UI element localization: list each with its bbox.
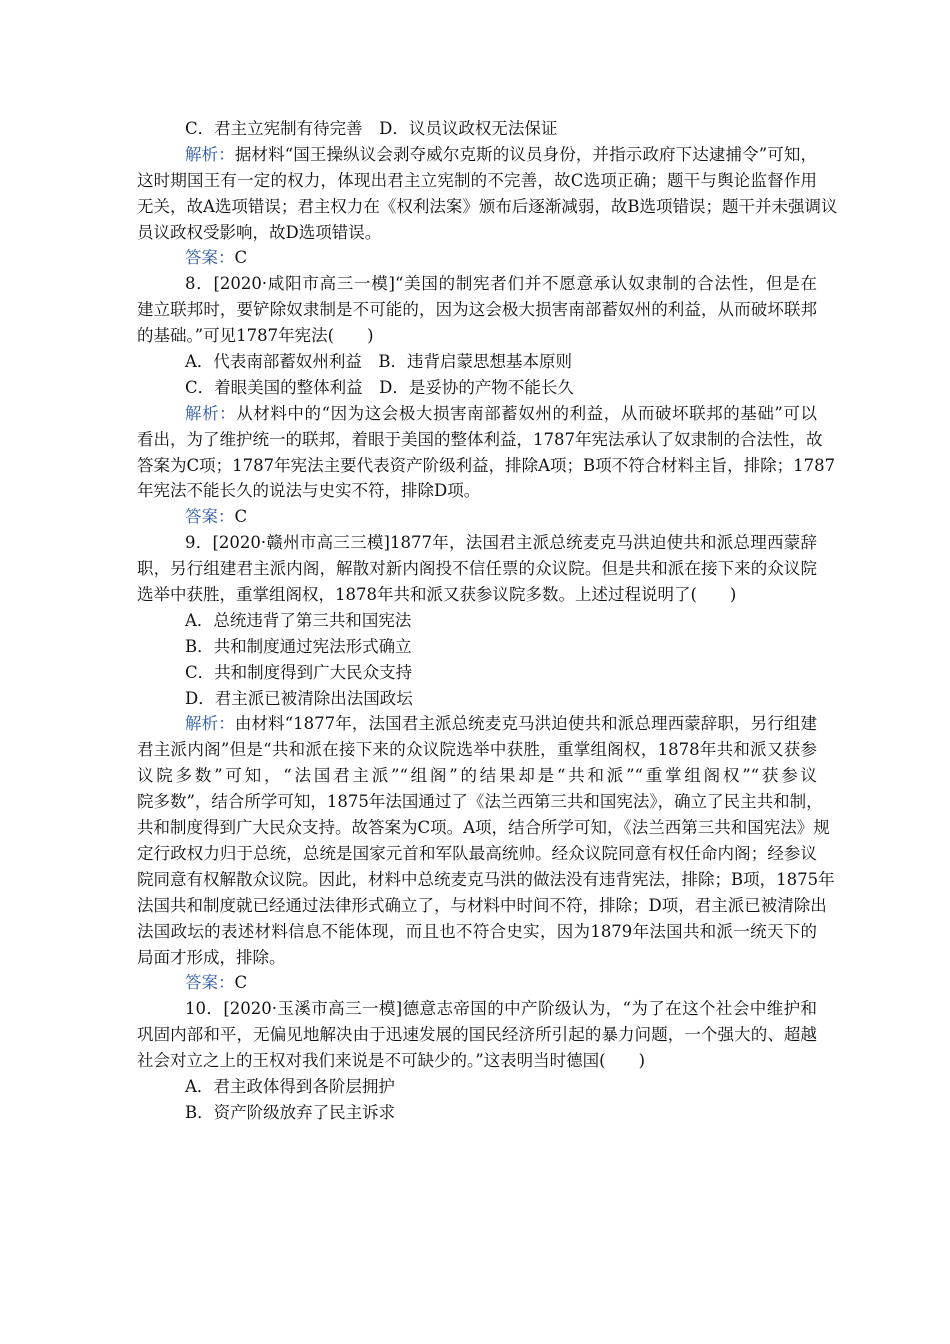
q9-stem-line-1: 9．[2020·赣州市高三三模]1877年，法国君主派总统麦克马洪迫使共和派总理西蒙辞 xyxy=(185,533,817,553)
analysis-label: 解析： xyxy=(185,403,237,423)
q9-analysis-line-10: 局面才形成，排除。 xyxy=(137,947,286,967)
q7-analysis-line-3: 无关，故A选项错误；君主权力在《权利法案》颁布后逐渐减弱，故B选项错误；题干并未强调议 xyxy=(137,196,838,216)
q9-option-a: A．总统违背了第三共和国宪法 xyxy=(185,610,412,630)
q8-options-cd: C．着眼美国的整体利益 D．是妥协的产物不能长久 xyxy=(185,377,574,397)
q9-option-c: C．共和制度得到广大民众支持 xyxy=(185,662,413,682)
q10-stem-line-3: 社会对立之上的王权对我们来说是不可缺少的。”这表明当时德国( ) xyxy=(137,1051,646,1071)
q7-analysis-line-4: 员议政权受影响，故D选项错误。 xyxy=(137,222,382,242)
q7-analysis-line-2: 这时期国王有一定的权力，体现出君主立宪制的不完善，故C选项正确；题干与舆论监督作用 xyxy=(137,170,817,190)
q9-analysis-line-8: 法国共和制度就已经通过法律形式确立了，与材料中时间不符，排除；D项，君主派已被清除出 xyxy=(137,895,827,915)
q7-analysis-line-1: 解析：据材料“国王操纵议会剥夺威尔克斯的议员身份，并指示政府下达逮捕令”可知， xyxy=(185,144,818,164)
answer-label: 答案： xyxy=(185,507,235,527)
q8-stem-line-3: 的基础。”可见1787年宪法( ) xyxy=(137,326,374,346)
q9-option-b: B．共和制度通过宪法形式确立 xyxy=(185,636,412,656)
q9-analysis-line-1: 解析：由材料“1877年，法国君主派总统麦克马洪迫使共和派总理西蒙辞职，另行组建 xyxy=(185,714,818,734)
q7-answer: 答案：C xyxy=(185,248,248,268)
document-page xyxy=(137,116,838,1126)
q7-options-cd: C．君主立宪制有待完善 D．议员议政权无法保证 xyxy=(185,119,558,138)
q9-analysis-line-5: 共和制度得到广大民众支持。故答案为C项。A项，结合所学可知，《法兰西第三共和国宪法》规 xyxy=(137,818,830,838)
q8-answer: 答案：C xyxy=(185,507,248,527)
q9-analysis-line-2: 君主派内阁”但是“共和派在接下来的众议院选举中获胜，重掌组阁权，1878年共和派又获参 xyxy=(137,740,817,760)
q9-analysis-line-4: 院多数”，结合所学可知，1875年法国通过了《法兰西第三共和国宪法》，确立了民主共和制， xyxy=(137,792,823,812)
q10-stem-line-2: 巩固内部和平，无偏见地解决由于迅速发展的国民经济所引起的暴力问题，一个强大的、超越 xyxy=(137,1025,817,1045)
q9-answer: 答案：C xyxy=(185,973,248,993)
q10-option-a: A．君主政体得到各阶层拥护 xyxy=(185,1076,395,1096)
answer-label: 答案： xyxy=(185,248,235,268)
analysis-label: 解析： xyxy=(185,144,235,164)
analysis-label: 解析： xyxy=(185,714,235,734)
q9-analysis-line-3: 议院多数”可知，“法国君主派”“组阁”的结果却是“共和派”“重掌组阁权”“获参议 xyxy=(137,766,817,786)
q8-analysis-line-3: 答案为C项；1787年宪法主要代表资产阶级利益，排除A项；B项不符合材料主旨，排除；1787 xyxy=(137,455,836,475)
q9-option-d: D．君主派已被清除出法国政坛 xyxy=(185,688,413,708)
q9-analysis-line-9: 法国政坛的表述材料信息不能体现，而且也不符合史实，因为1879年法国共和派一统天下的 xyxy=(137,921,817,941)
q8-analysis-line-2: 看出，为了维护统一的联邦，着眼于美国的整体利益，1787年宪法承认了奴隶制的合法性，故 xyxy=(137,429,823,449)
q8-stem-line-1: 8．[2020·咸阳市高三一模]“美国的制宪者们并不愿意承认奴隶制的合法性，但是在 xyxy=(185,274,817,294)
q9-analysis-line-7: 院同意有权解散众议院。因此，材料中总统麦克马洪的做法没有违背宪法，排除；B项，1875年 xyxy=(137,869,835,889)
q9-analysis-line-6: 定行政权力归于总统，总统是国家元首和军队最高统帅。经众议院同意有权任命内阁；经参议 xyxy=(137,843,817,863)
q10-option-b: B．资产阶级放弃了民主诉求 xyxy=(185,1102,396,1122)
q9-stem-line-3: 选举中获胜，重掌组阁权，1878年共和派又获参议院多数。上述过程说明了( ) xyxy=(137,585,737,605)
q8-analysis-line-1: 解析：从材料中的“因为这会极大损害南部蓄奴州的利益，从而破坏联邦的基础”可以 xyxy=(185,403,818,423)
q10-stem-line-1: 10．[2020·玉溪市高三一模]德意志帝国的中产阶级认为，“为了在这个社会中维护和 xyxy=(185,999,817,1019)
q9-stem-line-2: 职，另行组建君主派内阁，解散对新内阁投不信任票的众议院。但是共和派在接下来的众议院 xyxy=(137,559,817,579)
q8-analysis-line-4: 年宪法不能长久的说法与史实不符，排除D项。 xyxy=(137,481,481,501)
q8-options-ab: A．代表南部蓄奴州利益 B．违背启蒙思想基本原则 xyxy=(185,352,573,372)
q8-stem-line-2: 建立联邦时，要铲除奴隶制是不可能的，因为这会极大损害南部蓄奴州的利益，从而破坏联邦 xyxy=(137,300,817,320)
answer-label: 答案： xyxy=(185,973,235,993)
